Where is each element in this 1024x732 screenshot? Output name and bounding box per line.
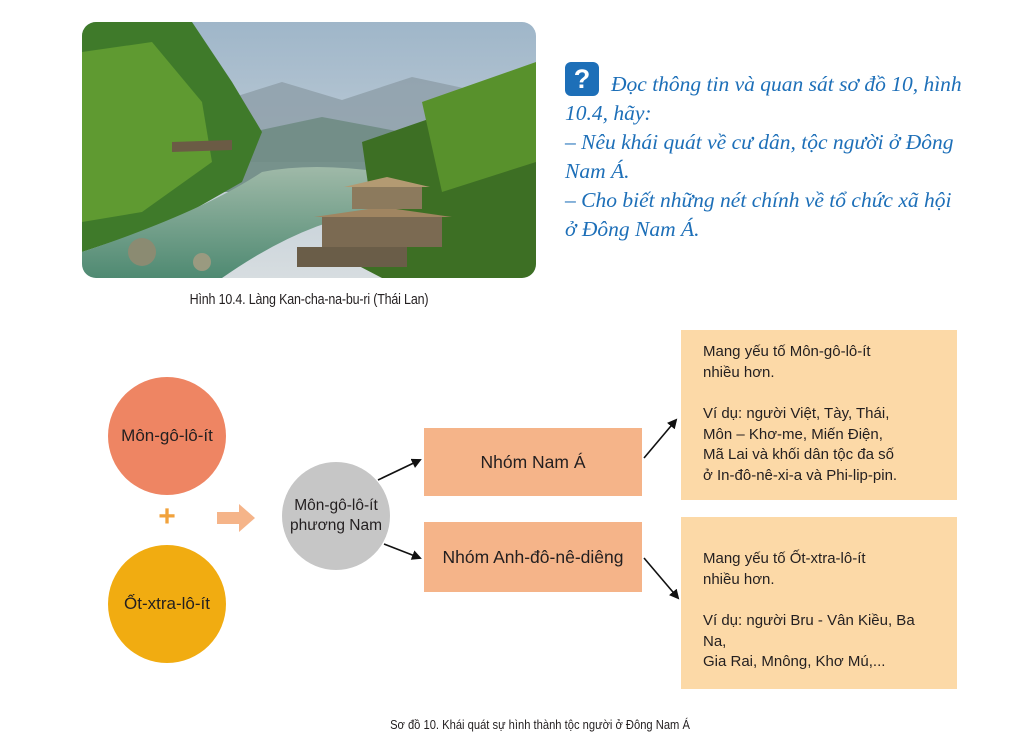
detail-1-example-3: Mã Lai và khối dân tộc đa số — [703, 446, 894, 463]
question-icon: ? — [565, 62, 599, 96]
detail-1-lead-2: nhiều hơn. — [703, 363, 775, 381]
southern-line-1: Môn-gô-lô-ít — [294, 497, 378, 514]
mongoloid-circle: Môn-gô-lô-ít — [108, 377, 226, 495]
detail-1-example-1: Ví dụ: người Việt, Tày, Thái, — [703, 405, 890, 422]
arrow-to-detail-2 — [644, 558, 678, 598]
fat-arrow-icon — [217, 502, 257, 534]
detail-1-lead-1: Mang yếu tố Môn-gô-lô-ít — [703, 343, 871, 360]
plus-sign: + — [158, 500, 176, 533]
group-indonesian: Nhóm Anh-đô-nê-diêng — [424, 522, 642, 592]
detail-1-example-2: Môn – Khơ-me, Miến Điện, — [703, 425, 883, 443]
detail-2-example-1: Ví dụ: người Bru - Vân Kiều, Ba Na, — [703, 612, 915, 650]
question-intro: Đọc thông tin và quan sát sơ đồ 10, hình 10.4, hãy: — [565, 72, 962, 125]
group-nam-a: Nhóm Nam Á — [424, 428, 642, 496]
question-item-1: – Nêu khái quát về cư dân, tộc người ở Đông Nam Á. — [565, 130, 954, 183]
southern-mongoloid-circle — [282, 462, 390, 570]
diagram-caption: Sơ đồ 10. Khái quát sự hình thành tộc người ở Đông Nam Á — [390, 717, 690, 732]
detail-box-2 — [681, 517, 957, 689]
detail-2-example-2: Gia Rai, Mnông, Khơ Mú,... — [703, 653, 886, 670]
question-item-2: – Cho biết những nét chính về tổ chức xã hội ở Đông Nam Á. — [565, 188, 952, 241]
detail-2-lead-1: Mang yếu tố Ốt-xtra-lô-ít — [703, 550, 866, 567]
arrow-to-detail-1 — [644, 420, 676, 458]
australoid-circle: Ốt-xtra-lô-ít — [108, 545, 226, 663]
arrow-to-indonesian — [384, 544, 420, 558]
detail-box-1 — [681, 330, 957, 500]
detail-1-example-4: ở In-đô-nê-xi-a và Phi-lip-pin. — [703, 466, 898, 484]
detail-2-lead-2: nhiều hơn. — [703, 570, 775, 588]
southern-line-2: phương Nam — [289, 517, 383, 534]
figure-caption: Hình 10.4. Làng Kan-cha-na-bu-ri (Thái Lan) — [189, 292, 429, 308]
arrow-to-nam-a — [378, 460, 420, 480]
